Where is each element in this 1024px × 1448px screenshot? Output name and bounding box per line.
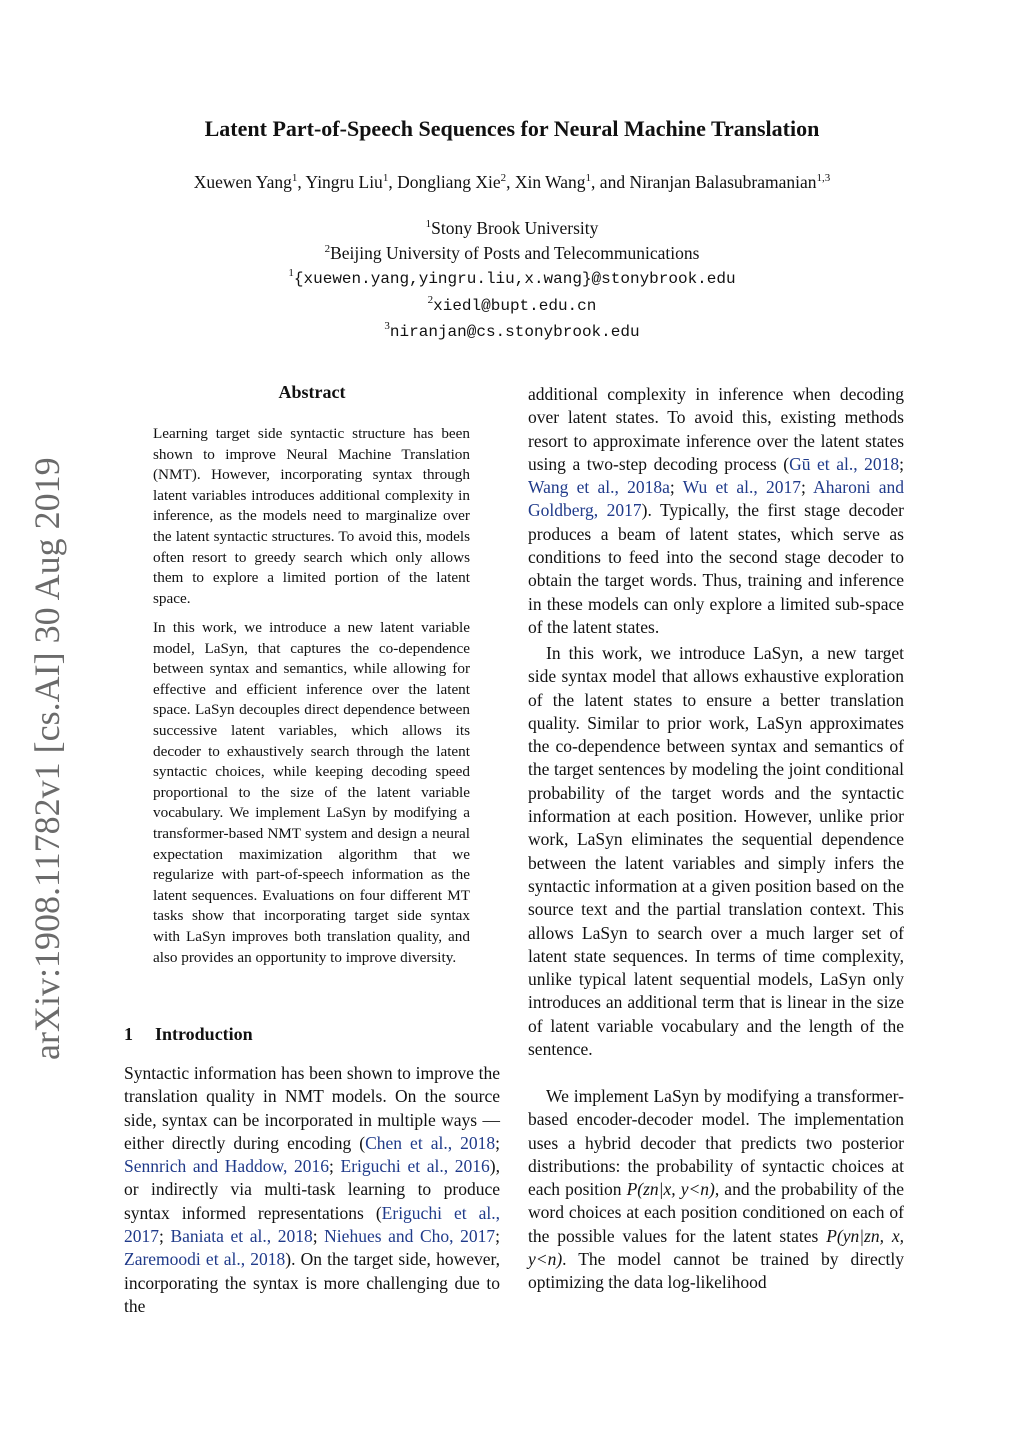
citation-separator: ; [312, 1226, 325, 1247]
citation-separator: ; [159, 1226, 171, 1247]
author-name: Niranjan Balasubramanian [629, 172, 817, 192]
citation-link[interactable]: Niehues and Cho, 2017 [324, 1226, 496, 1247]
citation-link[interactable]: Baniata et al., 2018 [170, 1226, 313, 1247]
arxiv-identifier: arXiv:1908.11782v1 [cs.AI] 30 Aug 2019 [27, 457, 67, 1060]
email-line [0, 292, 1024, 319]
citation-link[interactable]: Eriguchi et al., 2016 [340, 1156, 490, 1177]
affiliation-mark: 3 [384, 320, 390, 333]
author-list: Xuewen Yang$^1$, Yingru Liu$^1$, Dongliang Xie$^2$, Xin Wang$^1$, and Niranjan Balasubramanian$^{1,3}$ [193, 172, 831, 192]
email-line [0, 318, 1024, 345]
body-paragraph [528, 1085, 904, 1295]
author-affiliation-mark: 1 [585, 172, 592, 185]
section-number: 1 [124, 1024, 133, 1044]
body-text: Syntactic information has been shown to improve the translation quality in NMT models. On the source side, syntax can be incorporated in multiple ways — either directly during encoding ( [124, 1063, 500, 1153]
email-address: {xuewen.yang,yingru.liu,x.wang}@stonybrook.edu [293, 270, 736, 288]
author-affiliation-mark: 1 [382, 172, 389, 185]
citation-link[interactable]: Zaremoodi et al., 2018 [124, 1249, 286, 1270]
citation-link[interactable]: Chen et al., 2018 [365, 1132, 496, 1153]
body-paragraph [528, 383, 904, 639]
citation-separator: ; [801, 477, 814, 498]
affiliation-mark: 1 [288, 267, 294, 280]
citation-separator: ; [329, 1156, 341, 1177]
affiliations [0, 216, 1024, 345]
author-name: Xuewen Yang [193, 172, 292, 192]
body-paragraph: In this work, we introduce LaSyn, a new target side syntax model that allows exhaustive exploration of the latent states to ensure a better translation quality. Similar to prior work, LaSyn approximates the co-dependence between syntax and semantics of the target sentences by modeling the joint conditional probability of the target words and the syntactic information at each position. However, unlike prior work, LaSyn eliminates the sequential dependence between the latent variables and simply infers the syntactic information at a given position based on the source text and the partial translation context. This allows LaSyn to search over a much larger set of latent state sequences. In terms of time complexity, unlike typical latent sequential models, LaSyn only introduces an additional term that is linear in the size of latent variable vocabulary and the length of the sentence. [528, 643, 904, 1060]
affiliation-mark: 1 [425, 218, 432, 231]
body-text: ), or indirectly via multi-task learning to produce syntax informed representations ( [124, 1156, 500, 1223]
email-address: niranjan@cs.stonybrook.edu [389, 323, 640, 341]
body-text: ). Typically, the first stage decoder produces a beam of latent states, which serve as conditions to feed into the second stage decoder to obtain the target words. Thus, training and inference in these models can only explore a limited sub-space of the latent states. [528, 500, 904, 637]
body-text: ). On the target side, however, incorporating the syntax is more challenging due to the [124, 1249, 500, 1316]
author-name: Dongliang Xie [397, 172, 501, 192]
body-text: additional complexity in inference when decoding over latent states. To avoid this, existing methods resort to approximate inference over the latent states using a two-step decoding process ( [528, 384, 904, 474]
math-expression: P(yn|zn, x, y<n) [528, 1225, 904, 1270]
citation-link[interactable]: Aharoni and Goldberg, 2017 [528, 477, 904, 521]
email-line [0, 265, 1024, 292]
math-expression: P(zn|x, y<n) [626, 1179, 715, 1200]
abstract-paragraph: Learning target side syntactic structure has been shown to improve Neural Machine Translation (NMT). However, incorporating syntax through latent variables introduces additional complexity in inference, as the models need to marginalize over the latent syntactic structures. To avoid this, models often resort to greedy search which only allows them to explore a limited portion of the latent space. [153, 425, 470, 607]
section-heading [124, 1024, 253, 1045]
affiliation-line [0, 216, 1024, 241]
abstract-heading: Abstract [278, 382, 346, 402]
citation-separator: ; [495, 1226, 500, 1247]
author-affiliation-mark: 1,3 [816, 172, 831, 185]
citation-link[interactable]: Wang et al., 2018a [528, 477, 670, 498]
body-text: . The model cannot be trained by directly optimizing the data log-likelihood [528, 1249, 904, 1293]
citation-separator: ; [899, 453, 904, 474]
paper-title: Latent Part-of-Speech Sequences for Neural Machine Translation [204, 116, 820, 141]
affiliation-name: Stony Brook University [431, 218, 599, 238]
author-name: Yingru Liu [305, 172, 383, 192]
body-paragraph [124, 1062, 500, 1318]
affiliation-mark: 2 [324, 242, 331, 255]
citation-link[interactable]: Gū et al., 2018 [789, 453, 900, 474]
author-affiliation-mark: 2 [500, 172, 507, 185]
section-title: Introduction [155, 1024, 253, 1044]
body-text: We implement LaSyn by modifying a transformer-based encoder-decoder model. The implementation uses a hybrid decoder that predicts two posterior distributions: the probability of syntactic choices at each position [528, 1086, 904, 1200]
citation-link[interactable]: Eriguchi et al., 2017 [124, 1202, 500, 1247]
author-name: Xin Wang [514, 172, 586, 192]
affiliation-mark: 2 [427, 293, 434, 306]
citation-link[interactable]: Wu et al., 2017 [682, 477, 801, 498]
affiliation-name: Beijing University of Posts and Telecommunications [330, 242, 700, 263]
abstract-paragraph: In this work, we introduce a new latent variable model, LaSyn, that captures the co-dependence between syntax and semantics, while allowing for effective and efficient inference over the latent space. LaSyn decouples direct dependence between successive latent variables, which allows its decoder to exhaustively search through the latent syntactic choices, while keeping decoding speed proportional to the size of the latent variable vocabulary. We implement LaSyn by modifying a transformer-based NMT system and design a neural expectation maximization algorithm that we regularize with part-of-speech information as the latent sequences. Evaluations on four different MT tasks show that incorporating target side syntax with LaSyn improves both translation quality, and also provides an opportunity to improve diversity. [153, 619, 470, 966]
citation-link[interactable]: Sennrich and Haddow, 2016 [124, 1156, 329, 1177]
citation-separator: ; [669, 477, 683, 498]
email-address: xiedl@bupt.edu.cn [433, 296, 597, 315]
body-text: , and the probability of the word choices at each position conditioned on each of the possible values for the latent states [528, 1179, 904, 1246]
author-affiliation-mark: 1 [291, 172, 298, 185]
affiliation-line [0, 241, 1024, 266]
citation-separator: ; [495, 1132, 500, 1153]
